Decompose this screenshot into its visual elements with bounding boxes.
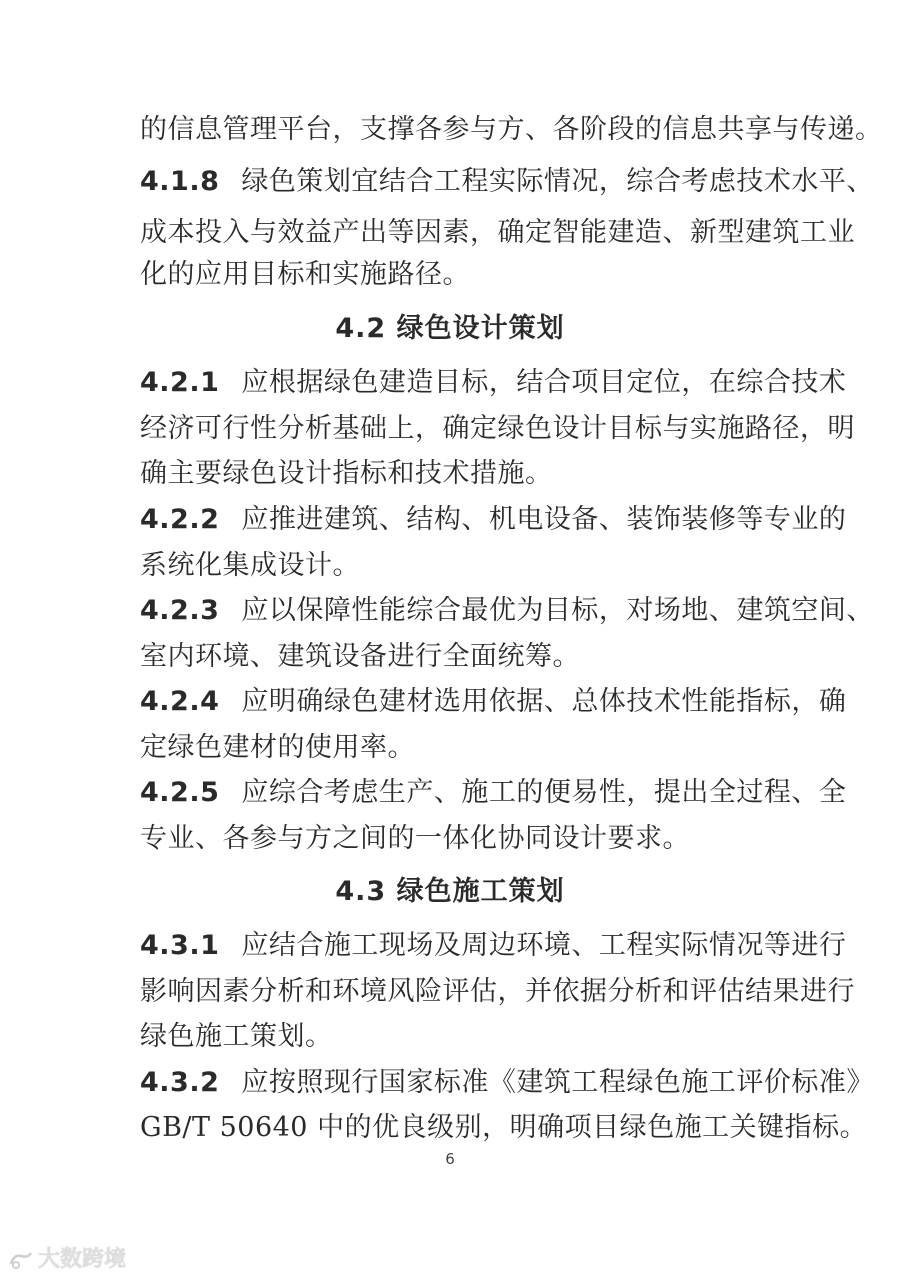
watermark-text: 大数跨境 [38,1247,127,1272]
watermark-logo-icon [8,1250,34,1270]
section-heading-4-2: 4.2 绿色设计策划 [335,313,565,344]
paragraph-text: 影响因素分析和环境风险评估，并依据分析和评估结果进行 [140,976,855,1007]
clause-text: 应结合施工现场及周边环境、工程实际情况等进行 [241,930,847,961]
paragraph-line [140,1020,333,1054]
paragraph-line [140,258,470,292]
clause-number: 4.2.3 [140,595,220,626]
page-number: 6 [445,1150,455,1168]
clause-number: 4.2.5 [140,777,220,808]
clause-text: 应以保障性能综合最优为目标，对场地、建筑空间、 [241,595,874,626]
section-heading-4-3: 4.3 绿色施工策划 [335,876,565,907]
paragraph-line [140,549,360,583]
clause-4-3-2 [140,1066,874,1100]
watermark [8,1242,126,1273]
paragraph-line [140,113,883,147]
clause-4-1-8 [140,165,874,199]
paragraph-text: 定绿色建材的使用率。 [140,732,415,763]
paragraph-text: 室内环境、建筑设备进行全面统筹。 [140,641,580,672]
clause-number: 4.2.4 [140,686,220,717]
paragraph-text: GB/T 50640 中的优良级别，明确项目绿色施工关键指标。 [140,1112,868,1143]
clause-text: 应推进建筑、结构、机电设备、装饰装修等专业的 [241,504,847,535]
clause-4-2-4 [140,685,846,719]
paragraph-text: 系统化集成设计。 [140,550,360,581]
clause-4-2-5 [140,776,846,810]
paragraph-text: 的信息管理平台，支撑各参与方、各阶段的信息共享与传递。 [140,114,883,145]
clause-text: 应明确绿色建材选用依据、总体技术性能指标，确 [241,686,847,717]
paragraph-line [140,457,553,491]
clause-text: 应按照现行国家标准《建筑工程绿色施工评价标准》 [241,1067,874,1098]
paragraph-text: 成本投入与效益产出等因素，确定智能建造、新型建筑工业 [140,217,855,248]
paragraph-line [140,640,580,674]
clause-number: 4.3.1 [140,930,220,961]
paragraph-text: 绿色施工策划。 [140,1021,333,1052]
paragraph-line [140,975,855,1009]
paragraph-line [140,731,415,765]
clause-number: 4.3.2 [140,1067,220,1098]
clause-number: 4.2.2 [140,504,220,535]
paragraph-line [140,1111,867,1145]
paragraph-line [140,216,855,250]
paragraph-text: 专业、各参与方之间的一体化协同设计要求。 [140,823,690,854]
paragraph-text: 确主要绿色设计指标和技术措施。 [140,458,553,489]
clause-number: 4.1.8 [140,166,220,197]
paragraph-line [140,412,855,446]
clause-4-2-1 [140,366,846,400]
paragraph-text: 化的应用目标和实施路径。 [140,259,470,290]
paragraph-line [140,822,690,856]
clause-text: 应根据绿色建造目标，结合项目定位，在综合技术 [241,367,847,398]
clause-text: 应综合考虑生产、施工的便易性，提出全过程、全 [241,777,847,808]
clause-text: 绿色策划宜结合工程实际情况，综合考虑技术水平、 [241,166,874,197]
clause-number: 4.2.1 [140,367,220,398]
clause-4-2-2 [140,503,846,537]
clause-4-3-1 [140,929,846,963]
paragraph-text: 经济可行性分析基础上，确定绿色设计目标与实施路径，明 [140,413,855,444]
clause-4-2-3 [140,594,874,628]
